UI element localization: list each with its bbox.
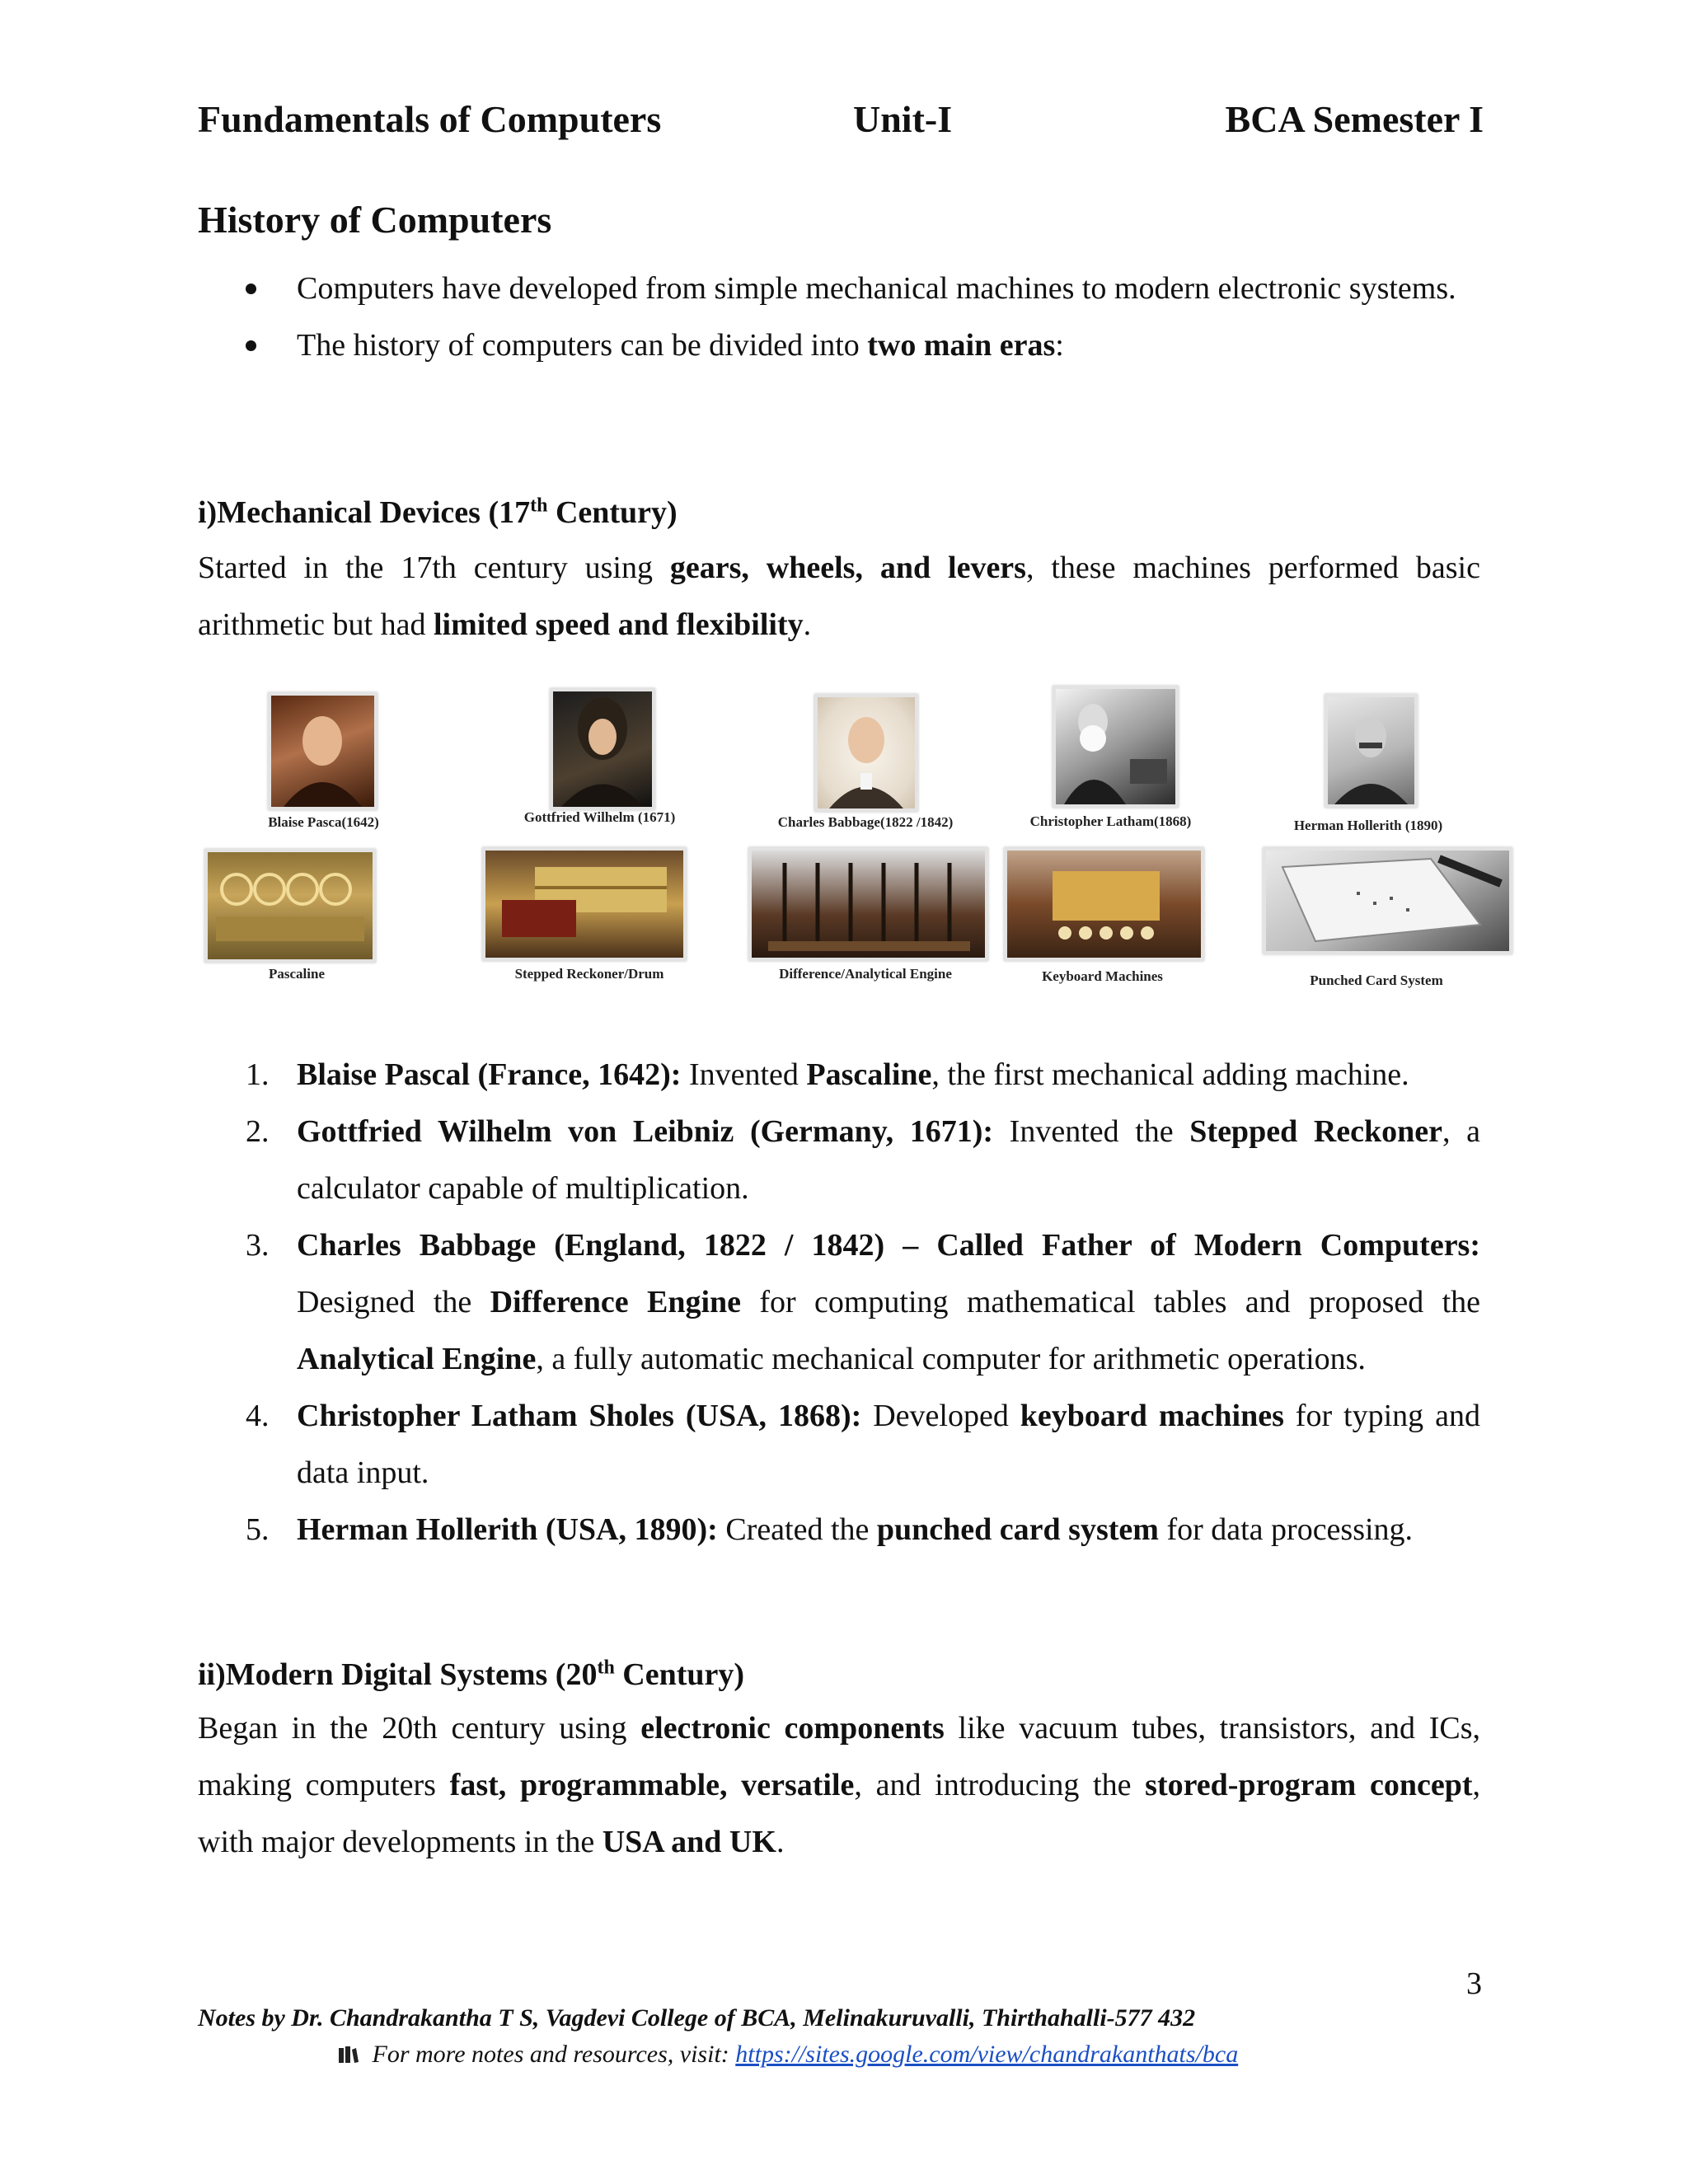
latham-portrait-image	[1053, 686, 1179, 808]
difference-engine-image	[748, 847, 988, 961]
bullet-dot-icon	[246, 340, 256, 351]
keyboard-machine-image	[1004, 847, 1204, 961]
difference-engine-machine-icon	[752, 851, 985, 958]
pascaline-machine-icon	[208, 852, 373, 959]
portrait-icon	[553, 691, 652, 807]
resources-link[interactable]: https://sites.google.com/view/chandrakanthats/bca	[735, 2041, 1239, 2068]
section-title: History of Computers	[198, 199, 552, 241]
punched-card-image	[1263, 847, 1512, 954]
list-item: 5. Herman Hollerith (USA, 1890): Created the punched card system for data processing.	[246, 1512, 1414, 1547]
caption-leibniz: Gottfried Wilhelm (1671)	[523, 809, 676, 825]
modern-heading: ii)Modern Digital Systems (20th Century)	[198, 1657, 745, 1692]
portrait-icon	[1056, 689, 1175, 804]
books-icon	[338, 2046, 359, 2064]
caption-pascal: Blaise Pasca(1642)	[268, 814, 379, 830]
caption-pascaline: Pascaline	[269, 966, 325, 982]
stepped-reckoner-machine-icon	[485, 851, 683, 958]
caption-babbage: Charles Babbage(1822 /1842)	[777, 814, 954, 830]
punched-card-machine-icon	[1266, 851, 1509, 951]
unit-label: Unit-I	[853, 98, 953, 140]
inventors-list	[198, 1047, 1480, 1558]
page-number: 3	[1466, 1966, 1482, 2001]
footer-credit: Notes by Dr. Chandrakantha T S, Vagdevi College of BCA, Melinakuruvalli, Thirthahalli-577 432	[198, 2004, 1196, 2032]
leibniz-portrait-image	[550, 688, 655, 810]
caption-stepped-reckoner: Stepped Reckoner/Drum	[514, 966, 664, 982]
caption-difference-engine: Difference/Analytical Engine	[779, 966, 952, 982]
page-header	[198, 97, 1484, 147]
hollerith-portrait-image	[1325, 694, 1418, 808]
typewriter-icon	[1007, 851, 1201, 958]
list-item: 1. Blaise Pascal (France, 1642): Invented Pascaline, the first mechanical adding machine.	[246, 1057, 1409, 1092]
intro-bullets	[198, 260, 1480, 374]
semester-label: BCA Semester I	[1225, 98, 1484, 140]
stepped-reckoner-image	[482, 847, 687, 961]
mechanical-paragraph: Started in the 17th century using gears, wheels, and levers, these machines performed basic arithmetic but had limited speed and flexibility.	[198, 551, 1480, 642]
caption-hollerith: Herman Hollerith (1890)	[1293, 818, 1443, 833]
list-item: 2. Gottfried Wilhelm von Leibniz (Germany, 1671): Invented the Stepped Reckoner, a calculator capable of multiplication.	[246, 1114, 1480, 1206]
caption-latham: Christopher Latham(1868)	[1029, 813, 1192, 829]
caption-keyboard-machines: Keyboard Machines	[1042, 968, 1163, 984]
course-title: Fundamentals of Computers	[198, 98, 662, 140]
pascaline-image	[204, 849, 376, 963]
modern-paragraph: Began in the 20th century using electronic components like vacuum tubes, transistors, and ICs, making computers fast, programmable, versatile, and introducing the stored-program concept, with major developments in the USA and UK.	[198, 1711, 1480, 1859]
caption-punched-card: Punched Card System	[1310, 972, 1443, 988]
list-item: 3. Charles Babbage (England, 1822 / 1842) – Called Father of Modern Computers: Designed the Difference Engine for computing mathematical tables and proposed the Analytical Engine, a fully automatic mechanical computer for arithmetic operations.	[246, 1228, 1480, 1376]
footer-resources: For more notes and resources, visit: https://sites.google.com/view/chandrakanthats/bca	[338, 2041, 1238, 2069]
list-item: 4. Christopher Latham Sholes (USA, 1868): Developed keyboard machines for typing and data input.	[246, 1399, 1480, 1490]
inventors-gallery	[198, 684, 1517, 1005]
bullet-item: Computers have developed from simple mechanical machines to modern electronic systems.	[198, 260, 1480, 317]
portrait-icon	[818, 697, 915, 808]
babbage-portrait-image	[814, 694, 918, 812]
pascal-portrait-image	[268, 692, 377, 810]
portrait-icon	[1328, 697, 1414, 804]
bullet-item: The history of computers can be divided into two main eras:	[198, 317, 1480, 374]
portrait-icon	[271, 696, 374, 807]
mechanical-heading: i)Mechanical Devices (17th Century)	[198, 494, 678, 530]
bullet-dot-icon	[246, 284, 256, 294]
